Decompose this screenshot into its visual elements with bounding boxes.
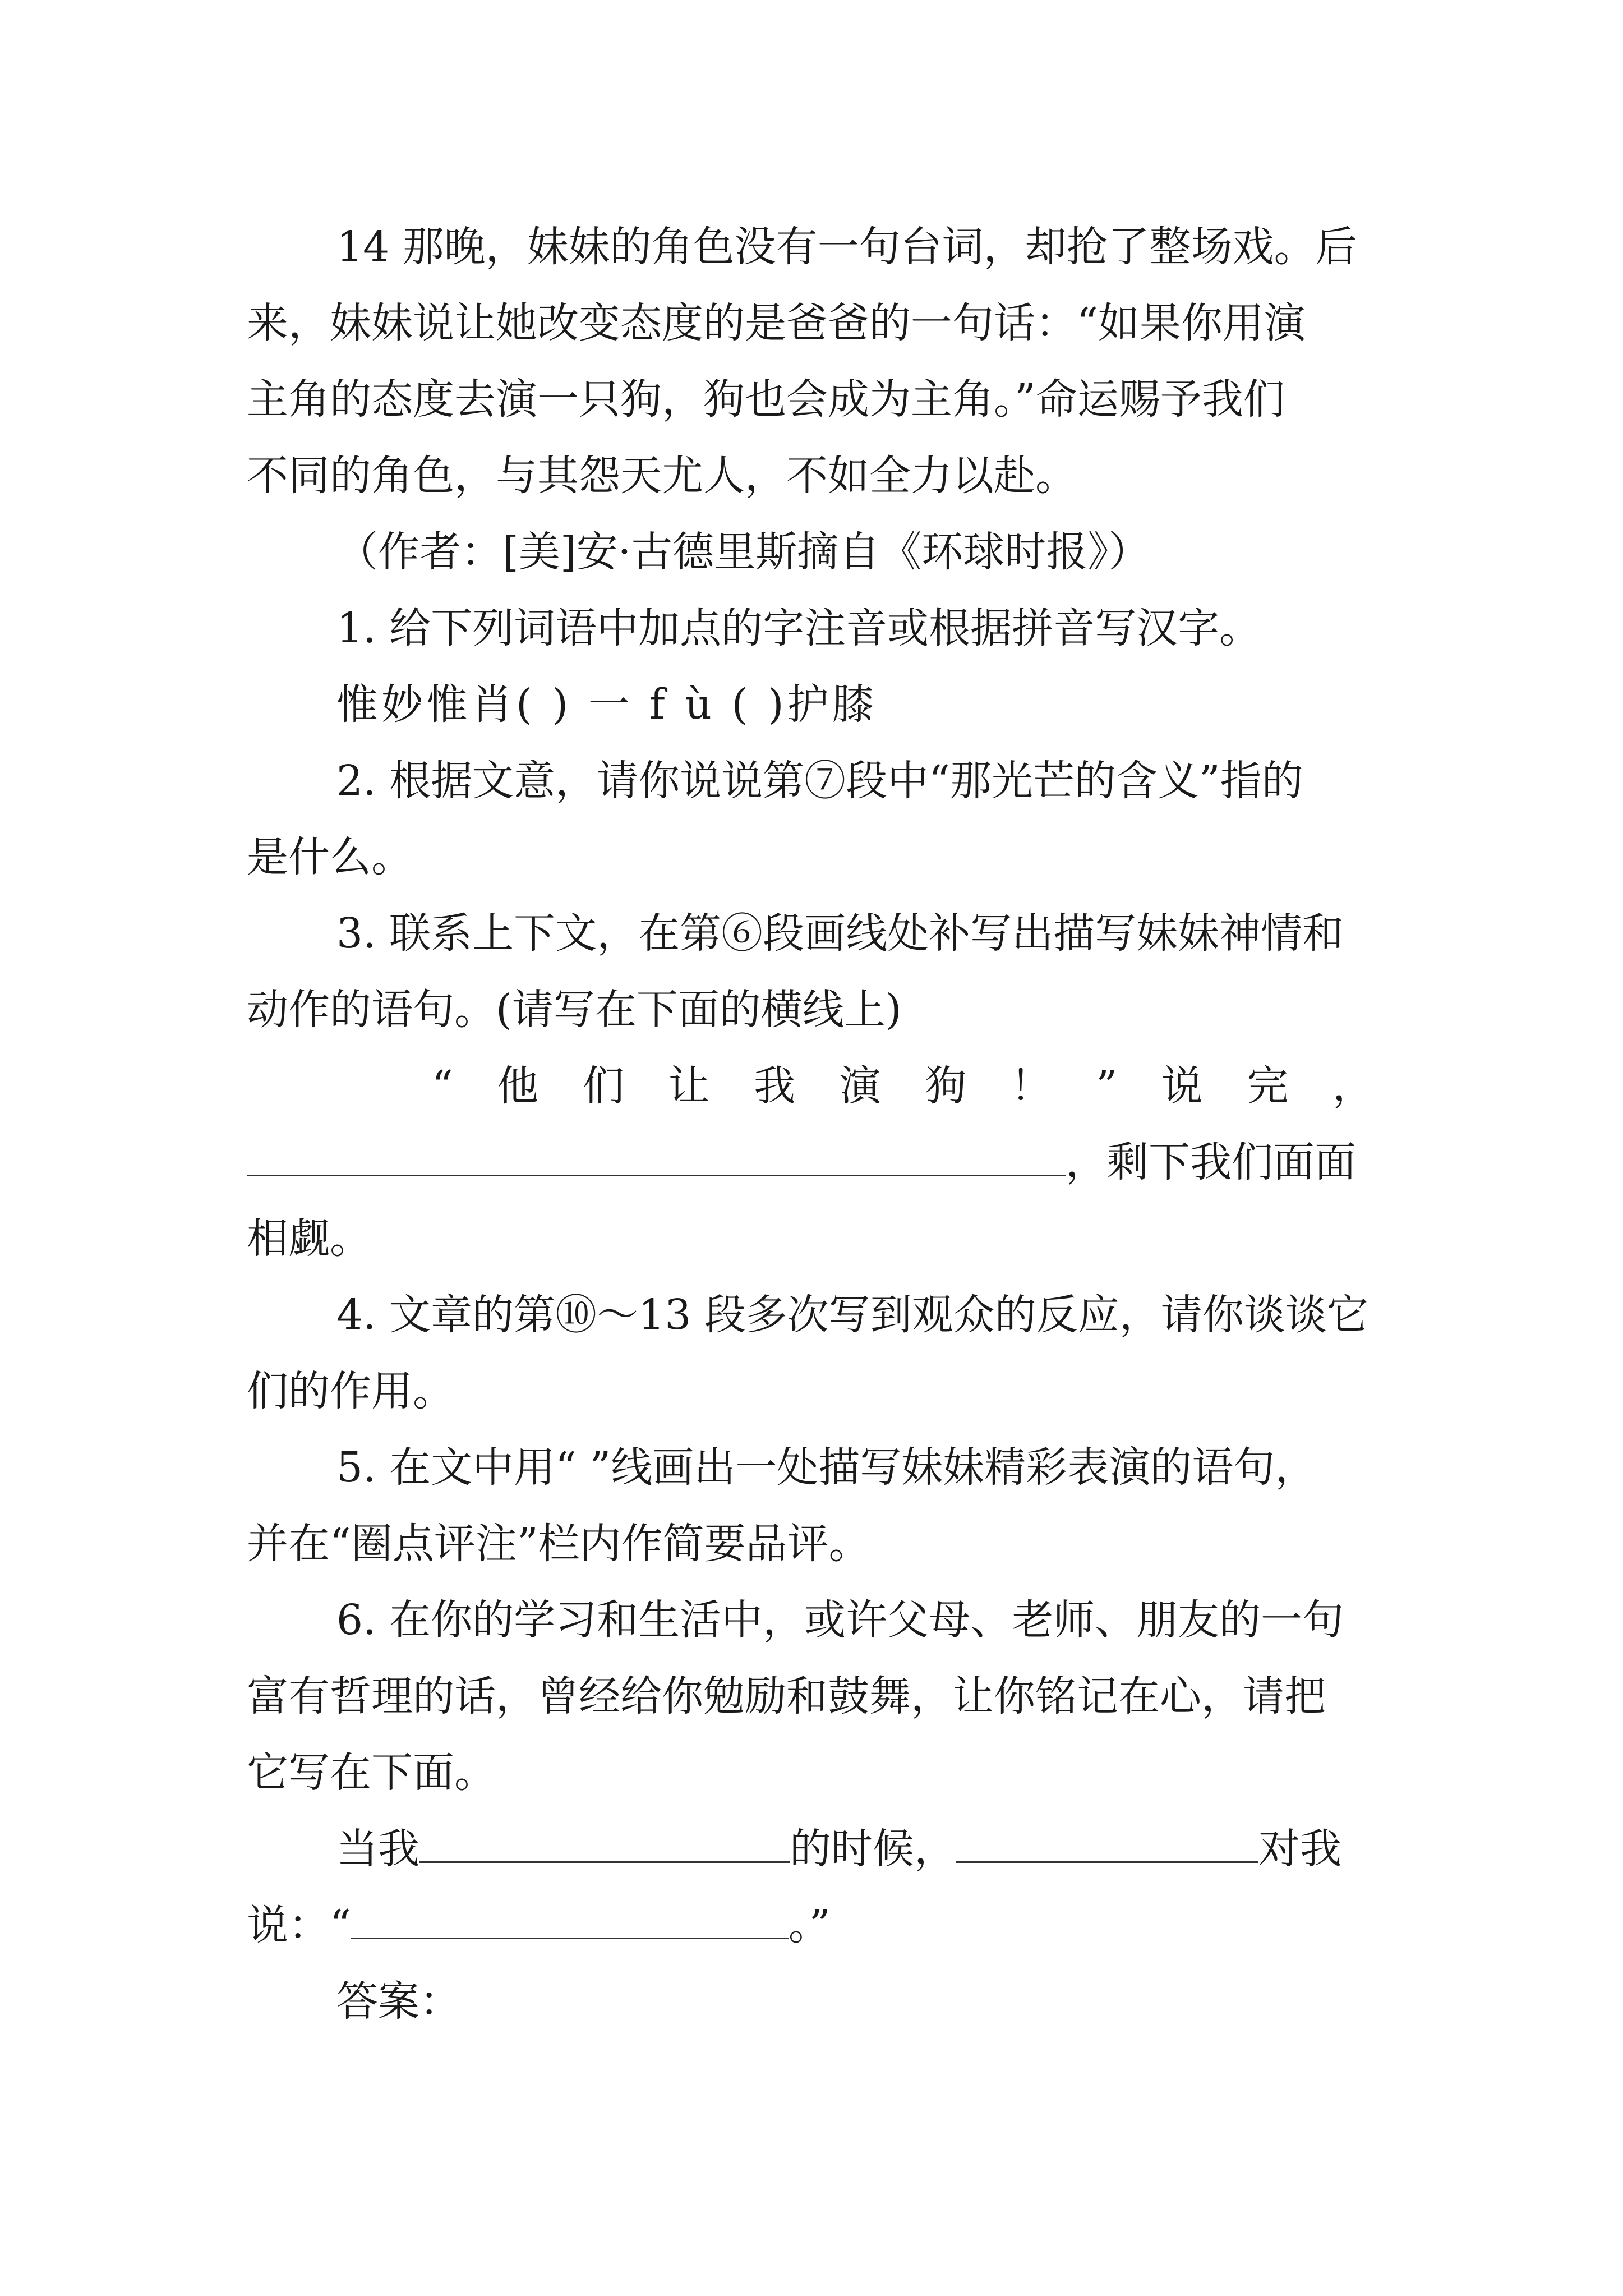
question-5-line-1: 5. 在文中用“ ”线画出一处描写妹妹精彩表演的语句， bbox=[336, 1443, 1317, 1492]
quote-char: 他 bbox=[497, 1062, 539, 1110]
quote-char: ， bbox=[1332, 1062, 1374, 1110]
quote-char: 演 bbox=[839, 1062, 881, 1110]
question-6-line-3: 它写在下面。 bbox=[247, 1749, 496, 1797]
question-2-line-2: 是什么。 bbox=[247, 833, 413, 881]
quote-char: ” bbox=[1096, 1062, 1118, 1110]
question-3-end: 相觑。 bbox=[247, 1214, 371, 1263]
quote-char: “ bbox=[432, 1062, 453, 1110]
paragraph-14-line-2: 来，妹妹说让她改变态度的是爸爸的一句话：“如果你用演 bbox=[247, 299, 1306, 347]
source-attribution: （作者：[美]安·古德里斯摘自《环球时报》） bbox=[336, 528, 1150, 576]
answer-blank[interactable] bbox=[351, 1898, 789, 1939]
question-3-line-2: 动作的语句。(请写在下面的横线上) bbox=[247, 986, 902, 1034]
quote-char: 们 bbox=[582, 1062, 624, 1110]
question-6-fill-line-1 bbox=[336, 1822, 1374, 1876]
question-6-line-1: 6. 在你的学习和生活中，或许父母、老师、朋友的一句 bbox=[336, 1596, 1344, 1644]
question-1-items bbox=[336, 678, 1374, 731]
quote-char: 完 bbox=[1247, 1062, 1289, 1110]
question-3-tail: ，剩下我们面面 bbox=[1066, 1138, 1356, 1186]
answer-blank[interactable] bbox=[247, 1135, 1066, 1176]
question-1: 1. 给下列词语中加点的字注音或根据拼音写汉字。 bbox=[336, 604, 1261, 652]
quote-char: 说 bbox=[1161, 1062, 1203, 1110]
paragraph-14-line-4: 不同的角色，与其怨天尤人，不如全力以赴。 bbox=[247, 452, 1077, 500]
answer-label: 答案： bbox=[336, 1977, 461, 2026]
fill-text-to-me: 对我 bbox=[1258, 1825, 1341, 1873]
question-4-line-2: 们的作用。 bbox=[247, 1367, 454, 1415]
answer-blank[interactable] bbox=[956, 1822, 1258, 1863]
quote-char: 狗 bbox=[925, 1062, 967, 1110]
quote-char: 让 bbox=[668, 1062, 710, 1110]
answer-blank[interactable] bbox=[419, 1822, 790, 1863]
question-6-line-2: 富有哲理的话，曾经给你勉励和鼓舞，让你铭记在心，请把 bbox=[247, 1672, 1326, 1720]
quote-char: ！ bbox=[1010, 1062, 1052, 1110]
question-5-line-2: 并在“圈点评注”栏内作简要品评。 bbox=[247, 1520, 870, 1568]
paragraph-14-line-3: 主角的态度去演一只狗，狗也会成为主角。”命运赐予我们 bbox=[247, 375, 1285, 424]
question-3-answer-line bbox=[247, 1135, 1374, 1189]
question-1-items-text: 惟妙惟肖( ) 一 f ù ( )护膝 bbox=[336, 680, 877, 729]
question-3-line-1: 3. 联系上下文，在第⑥段画线处补写出描写妹妹神情和 bbox=[336, 909, 1344, 958]
fill-text-close-quote: 。” bbox=[788, 1901, 831, 1949]
question-3-quote-line bbox=[432, 1059, 1374, 1113]
fill-text-said: 说：“ bbox=[247, 1901, 351, 1949]
question-4-line-1: 4. 文章的第⑩～13 段多次写到观众的反应，请你谈谈它 bbox=[336, 1291, 1368, 1339]
fill-text-time: 的时候， bbox=[790, 1825, 956, 1873]
paragraph-14-line-1: 14 那晚，妹妹的角色没有一句台词，却抢了整场戏。后 bbox=[336, 223, 1357, 271]
quote-char: 我 bbox=[754, 1062, 796, 1110]
question-2-line-1: 2. 根据文意，请你说说第⑦段中“那光芒的含义”指的 bbox=[336, 757, 1303, 805]
fill-text-when-i: 当我 bbox=[336, 1825, 419, 1873]
question-6-fill-line-2 bbox=[247, 1898, 1374, 1952]
